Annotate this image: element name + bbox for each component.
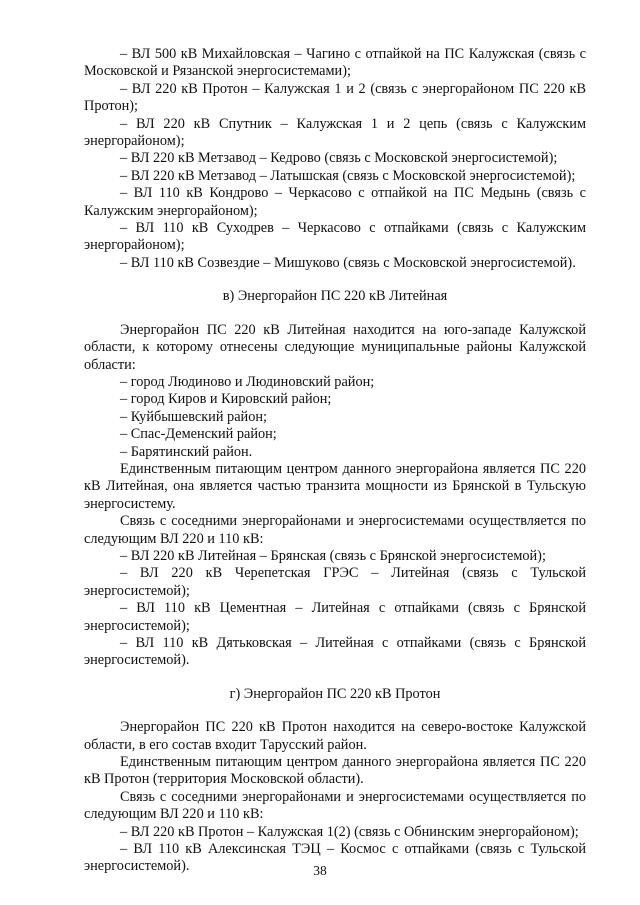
list-item: – ВЛ 220 кВ Метзавод – Кедрово (связь с Московской энергосистемой);: [120, 150, 558, 167]
link-item: – ВЛ 220 кВ Протон – Калужская 1(2) (связь с Обнинским энергорайоном);: [120, 823, 579, 840]
district-item: – Спас-Деменский район;: [120, 426, 277, 443]
link-item: – ВЛ 110 кВ Алексинская ТЭЦ – Космос с отпайками (связь с Тульской энергосистемой).: [84, 841, 586, 875]
page-number: 38: [313, 863, 327, 878]
section-g-body: [84, 719, 586, 876]
link-item: – ВЛ 220 кВ Черепетская ГРЭС – Литейная (связь с Тульской энергосистемой);: [84, 565, 586, 599]
district-item: – город Киров и Кировский район;: [120, 391, 332, 408]
list-item: – ВЛ 110 кВ Кондрово – Черкасово с отпайкой на ПС Медынь (связь с Калужским энергорайоном);: [84, 185, 586, 219]
link-item: – ВЛ 110 кВ Цементная – Литейная с отпайками (связь с Брянской энергосистемой);: [84, 600, 586, 634]
link-item: – ВЛ 110 кВ Дятьковская – Литейная с отпайками (связь с Брянской энергосистемой).: [84, 635, 586, 669]
list-item: – ВЛ 220 кВ Метзавод – Латышская (связь с Московской энергосистемой);: [120, 167, 576, 184]
document-page: [84, 46, 586, 876]
list-item: – ВЛ 500 кВ Михайловская – Чагино с отпайкой на ПС Калужская (связь с Московской и Рязанской энергосистемами);: [84, 46, 586, 80]
section-g-intro: Энергорайон ПС 220 кВ Протон находится на северо-востоке Калужской области, в его состав входит Тарусский район.: [84, 719, 586, 753]
section-v-links-intro: Связь с соседними энергорайонами и энергосистемами осуществляется по следующим ВЛ 220 и 110 кВ:: [84, 513, 586, 547]
district-item: – Барятинский район.: [120, 443, 253, 460]
section-v-body: [84, 322, 586, 670]
section-g-links-intro: Связь с соседними энергорайонами и энергосистемами осуществляется по следующим ВЛ 220 и 110 кВ:: [84, 788, 586, 823]
district-item: – город Людиново и Людиновский район;: [120, 373, 375, 390]
list-item: – ВЛ 220 кВ Протон – Калужская 1 и 2 (связь с энергорайоном ПС 220 кВ Протон);: [84, 80, 586, 115]
section-g-heading: г) Энергорайон ПС 220 кВ Протон: [229, 685, 441, 702]
district-item: – Куйбышевский район;: [120, 408, 267, 425]
section-b-lines-list: [84, 46, 586, 272]
list-item: – ВЛ 110 кВ Суходрев – Черкасово с отпайками (связь с Калужским энергорайоном);: [84, 220, 586, 254]
link-item: – ВЛ 220 кВ Литейная – Брянская (связь с Брянской энергосистемой);: [120, 547, 546, 564]
list-item: – ВЛ 110 кВ Созвездие – Мишуково (связь с Московской энергосистемой).: [120, 254, 576, 271]
section-v-center: Единственным питающим центром данного энергорайона является ПС 220 кВ Литейная, она является частью транзита мощности из Брянской в Тульскую энергосистему.: [84, 460, 586, 512]
section-v-heading: в) Энергорайон ПС 220 кВ Литейная: [222, 288, 448, 305]
section-v-intro: Энергорайон ПС 220 кВ Литейная находится на юго-западе Калужской области, к которому отнесены следующие муниципальные районы Калужской области:: [84, 321, 586, 373]
section-g-center: Единственным питающим центром данного энергорайона является ПС 220 кВ Протон (территория Московской области).: [84, 754, 586, 788]
list-item: – ВЛ 220 кВ Спутник – Калужская 1 и 2 цепь (связь с Калужским энергорайоном);: [84, 115, 586, 150]
